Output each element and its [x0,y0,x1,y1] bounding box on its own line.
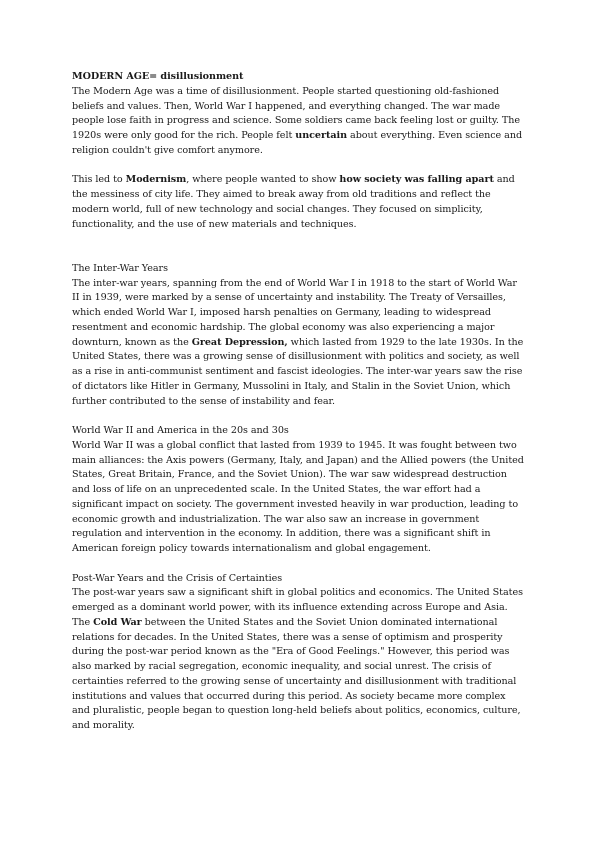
spacer [72,159,524,174]
intro-paragraph-1 [72,85,524,159]
intro-p2-text-2: , where people wanted to show [186,174,340,186]
intro-p1-bold-uncertain: uncertain [295,130,348,141]
interwar-text-1: The inter-war years, spanning from the end of World War I in 1918 to the start of World War II in 1939, were marked by a sense of uncertainty and instability. The Treaty of Versailles, which ended World War I, imposed harsh penalties on Germany, leading to widespread resentment and economic hardship. The global economy was also experiencing a major downturn, known as the [72,277,517,348]
postwar-text-1: The post-war years saw a significant shift in global politics and economics. The United States emerged as a dominant world power, with its influence extending across Europe and Asia. The [72,587,523,628]
section-title-ww2: World War II and America in the 20s and 30s [72,425,289,436]
interwar-bold-great-depression: Great Depression, [191,336,288,348]
document-page [72,70,524,734]
intro-p2-bold-modernism: Modernism [125,174,187,186]
intro-p2-text-1: This led to [72,174,126,186]
interwar-text-2: which lasted from 1929 to the late 1930s. In the United States, there was a growing sense of disillusionment with politics and society, as well as a rise in anti-communist sentiment and fascist ideologies. The inter-war years saw the rise of dictators like Hitler in Germany, Mussolini in Italy, and Stalin in the Soviet Union, which further contributed to the sense of instability and fear. [72,336,524,407]
section-title-interwar: The Inter-War Years [72,262,168,274]
spacer [72,232,524,262]
postwar-text-2: between the United States and the Soviet Union dominated international relations for decades. In the United States, there was a sense of optimism and prosperity during the post-war period known as the "Era of Good Feelings." However, this period was also marked by racial segregation, economic inequality, and social unrest. The crisis of certainties referred to the growing sense of uncertainty and disillusionment with traditional institutions and values that occurred during this period. As society became more complex and pluralistic, people began to question long-held beliefs about politics, economics, culture, and morality. [72,616,521,731]
postwar-bold-cold-war: Cold War [93,616,142,628]
intro-p2-text-3: and the messiness of city life. They aimed to break away from old traditions and reflect the modern world, full of new technology and social changes. They focused on simplicity, functionality, and the use of new materials and techniques. [72,174,515,230]
section-body-interwar [72,277,524,410]
section-body-ww2: World War II was a global conflict that lasted from 1939 to 1945. It was fought between two main alliances: the Axis powers (Germany, Italy, and Japan) and the Allied powers (the United States, Great Britain, France, and the Soviet Union). The war saw widespread destruction and loss of life on an unprecedented scale. In the United States, the war effort had a significant impact on society. The government invested heavily in war production, leading to economic growth and industrialization. The war also saw an increase in government regulation and intervention in the economy. In addition, there was a significant shift in American foreign policy towards internationalism and global engagement. [72,439,524,554]
intro-p2-bold-falling-apart: how society was falling apart [339,174,494,186]
spacer [72,409,524,424]
intro-p1-text-1: The Modern Age was a time of disillusionment. People started questioning old-fashioned beliefs and values. Then, World War I happened, and everything changed. The war made people lose faith in progress and science. Some soldiers came back feeling lost or guilty. The 1920s were only good for the rich. People felt [72,85,521,141]
intro-heading: MODERN AGE= disillusionment [72,71,244,82]
intro-p1-text-2: about everything. Even science and religion couldn't give comfort anymore. [72,130,523,156]
section-body-postwar [72,586,524,734]
intro-paragraph-2 [72,173,524,232]
spacer [72,557,524,572]
section-title-postwar: Post-War Years and the Crisis of Certainties [72,572,283,584]
